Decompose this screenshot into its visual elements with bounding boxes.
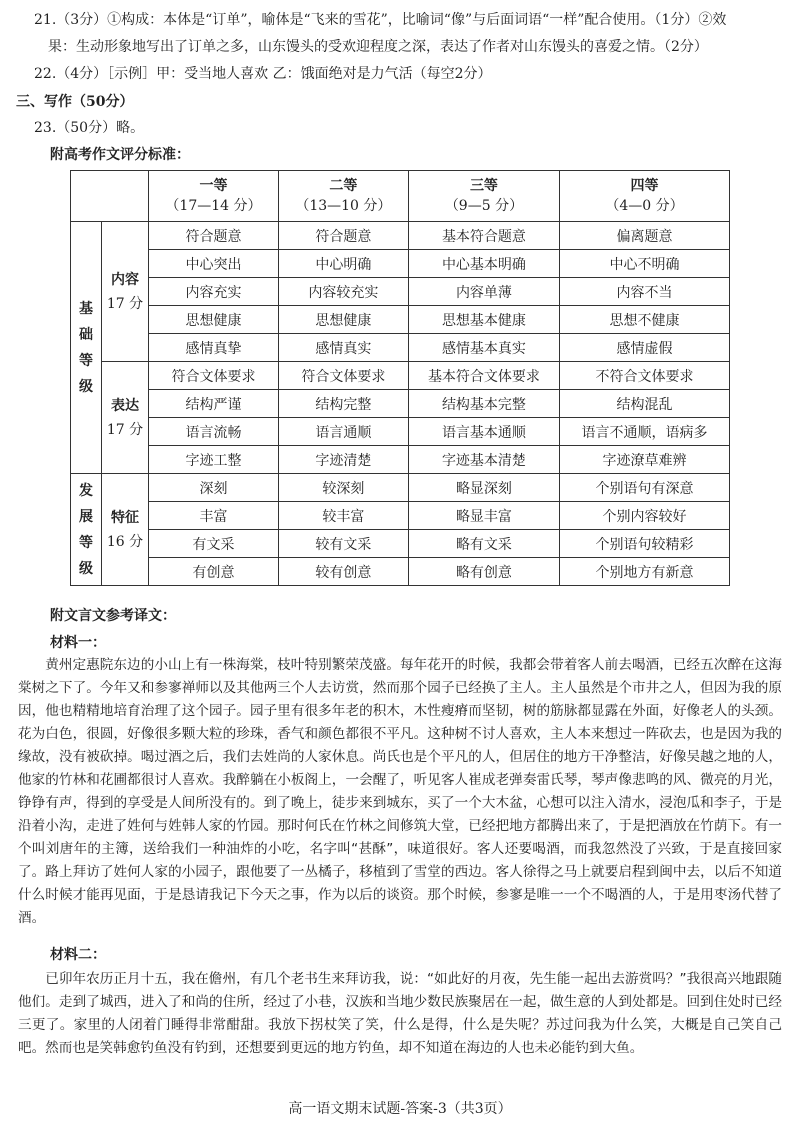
cell: 内容不当 — [560, 278, 730, 306]
cell: 个别语句较精彩 — [560, 530, 730, 558]
table-row — [71, 334, 730, 362]
cell: 个别内容较好 — [560, 502, 730, 530]
cell: 中心基本明确 — [408, 250, 559, 278]
header-grade-2: 二等 （13—10 分） — [278, 171, 408, 222]
q23-answer: 23.（50分）略。 — [34, 120, 145, 136]
cell: 较深刻 — [278, 474, 408, 502]
cell: 略有文采 — [408, 530, 559, 558]
feature-category: 特征 16 分 — [102, 474, 149, 586]
table-row — [71, 362, 730, 390]
cell: 感情虚假 — [560, 334, 730, 362]
cell: 略有创意 — [408, 558, 559, 586]
cell: 思想健康 — [149, 306, 279, 334]
material-2-text: 已卯年农历正月十五，我在儋州，有几个老书生来拜访我，说：“如此好的月夜，先生能一起出去游赏吗？”我很高兴地跟随他们。走到了城西，进入了和尚的住所，经过了小巷，汉族和当地少数民族聚居在一起，做生意的人到处都是。回到住处时已经三更了。家里的人闭着门睡得非常酣甜。我放下拐杖笑了笑，什么是得，什么是失呢？苏过问我为什么笑，大概是自己笑自己吧。然而也是笑韩愈钓鱼没有钓到，还想要到更远的地方钓鱼，却不知道在海边的人也未必能钓到大鱼。 — [18, 971, 782, 1056]
cell: 基本符合题意 — [408, 222, 559, 250]
cell: 感情基本真实 — [408, 334, 559, 362]
cell: 思想基本健康 — [408, 306, 559, 334]
cell: 思想健康 — [278, 306, 408, 334]
material-2-title: 材料二： — [50, 947, 106, 963]
table-corner — [71, 171, 149, 222]
table-row — [71, 418, 730, 446]
table-row — [71, 250, 730, 278]
table-row — [71, 558, 730, 586]
section-writing: 三、写作（50分） — [16, 94, 134, 110]
expression-category: 表达 17 分 — [102, 362, 149, 474]
page-footer: 高一语文期末试题-答案-3（共3页） — [288, 1101, 512, 1117]
header-grade-4: 四等 （4—0 分） — [560, 171, 730, 222]
develop-level-label: 发 展 等 级 — [71, 474, 102, 586]
cell: 较有创意 — [278, 558, 408, 586]
table-row — [71, 530, 730, 558]
cell: 符合文体要求 — [278, 362, 408, 390]
q21-line2: 果：生动形象地写出了订单之多，山东馒头的受欢迎程度之深，表达了作者对山东馒头的喜爱之情。（2分） — [48, 39, 708, 55]
header-grade-1: 一等 （17—14 分） — [149, 171, 279, 222]
cell: 感情真实 — [278, 334, 408, 362]
cell: 符合题意 — [278, 222, 408, 250]
cell: 中心突出 — [149, 250, 279, 278]
basic-level-label: 基 础 等 级 — [71, 222, 102, 474]
cell: 基本符合文体要求 — [408, 362, 559, 390]
table-row — [71, 306, 730, 334]
cell: 丰富 — [149, 502, 279, 530]
cell: 符合题意 — [149, 222, 279, 250]
scoring-table — [70, 170, 730, 586]
cell: 语言流畅 — [149, 418, 279, 446]
material-1-text: 黄州定惠院东边的小山上有一株海棠，枝叶特别繁荣茂盛。每年花开的时候，我都会带着客人前去喝酒，已经五次醉在这海棠树之下了。今年又和参寥禅师以及其他两三个人去访赏，然而那个园子已经换了主人。主人虽然是个市井之人，但因为我的原因，他也精精地培育治理了这个园子。园子里有很多年老的积木，木性瘦瘠而坚韧，树的筋脉都显露在外面，好像老人的头颈。花为白色，很圆，好像很多颗大粒的珍珠，香气和颜色都很不平凡。这种树不讨人喜欢，主人本来想过一阵砍去，也是因为我的缘故，没有被砍掉。喝过酒之后，我们去姓尚的人家休息。尚氏也是个平凡的人，但居住的地方干净整洁，好像吴越之地的人，他家的竹林和花圃都很讨人喜欢。我醉躺在小板阁上，一会醒了，听见客人崔成老弹奏雷氏琴，琴声像悲鸣的风、微亮的月光，铮铮有声，得到的享受是人间所没有的。到了晚上，徒步来到城东，买了一个大木盆，心想可以注入清水，浸泡瓜和李子，于是沿着小沟，走进了姓何与姓韩人家的竹园。那时何氏在竹林之间修筑大堂，已经把地方都腾出来了，于是把酒放在竹荫下。有一个叫刘唐年的主簿，送给我们一种油炸的小吃，名字叫“甚酥”，味道很好。客人还要喝酒，而我忽然没了兴致，于是直接回家了。路上拜访了姓何人家的小园子，跟他要了一丛橘子，移植到了雪堂的西边。客人徐得之马上就要启程到闽中去，以后不知道什么时候才能再见面，于是恳请我记下今天之事，作为以后的谈资。那个时候，参寥是唯一一个不喝酒的人，于是用枣汤代替了酒。 — [18, 657, 782, 926]
cell: 语言通顺 — [278, 418, 408, 446]
cell: 较丰富 — [278, 502, 408, 530]
table-row — [71, 390, 730, 418]
cell: 偏离题意 — [560, 222, 730, 250]
cell: 深刻 — [149, 474, 279, 502]
table-row — [71, 278, 730, 306]
cell: 个别地方有新意 — [560, 558, 730, 586]
cell: 符合文体要求 — [149, 362, 279, 390]
cell: 语言基本通顺 — [408, 418, 559, 446]
cell: 中心不明确 — [560, 250, 730, 278]
cell: 内容单薄 — [408, 278, 559, 306]
cell: 内容充实 — [149, 278, 279, 306]
content-category: 内容 17 分 — [102, 222, 149, 362]
cell: 结构基本完整 — [408, 390, 559, 418]
table-row — [71, 502, 730, 530]
cell: 个别语句有深意 — [560, 474, 730, 502]
table-row — [71, 222, 730, 250]
cell: 结构混乱 — [560, 390, 730, 418]
cell: 内容较充实 — [278, 278, 408, 306]
cell: 思想不健康 — [560, 306, 730, 334]
translation-caption: 附文言文参考译文： — [50, 608, 176, 624]
cell: 字迹基本清楚 — [408, 446, 559, 474]
cell: 字迹清楚 — [278, 446, 408, 474]
cell: 结构严谨 — [149, 390, 279, 418]
cell: 字迹潦草难辨 — [560, 446, 730, 474]
q21-line1: 21.（3分）①构成：本体是“订单”，喻体是“飞来的雪花”，比喻词“像”与后面词语“一样”配合使用。（1分）②效 — [34, 12, 727, 28]
header-grade-3: 三等 （9—5 分） — [408, 171, 559, 222]
cell: 略显深刻 — [408, 474, 559, 502]
table-caption: 附高考作文评分标准： — [50, 147, 190, 163]
cell: 感情真挚 — [149, 334, 279, 362]
cell: 语言不通顺，语病多 — [560, 418, 730, 446]
table-header-row — [71, 171, 730, 222]
cell: 略显丰富 — [408, 502, 559, 530]
cell: 结构完整 — [278, 390, 408, 418]
cell: 中心明确 — [278, 250, 408, 278]
table-row — [71, 474, 730, 502]
q22-answer: 22.（4分）［示例］甲：受当地人喜欢 乙：饿面绝对是力气活（每空2分） — [34, 66, 492, 82]
cell: 不符合文体要求 — [560, 362, 730, 390]
cell: 有创意 — [149, 558, 279, 586]
cell: 有文采 — [149, 530, 279, 558]
cell: 字迹工整 — [149, 446, 279, 474]
table-row — [71, 446, 730, 474]
cell: 较有文采 — [278, 530, 408, 558]
material-1-title: 材料一： — [50, 635, 106, 651]
